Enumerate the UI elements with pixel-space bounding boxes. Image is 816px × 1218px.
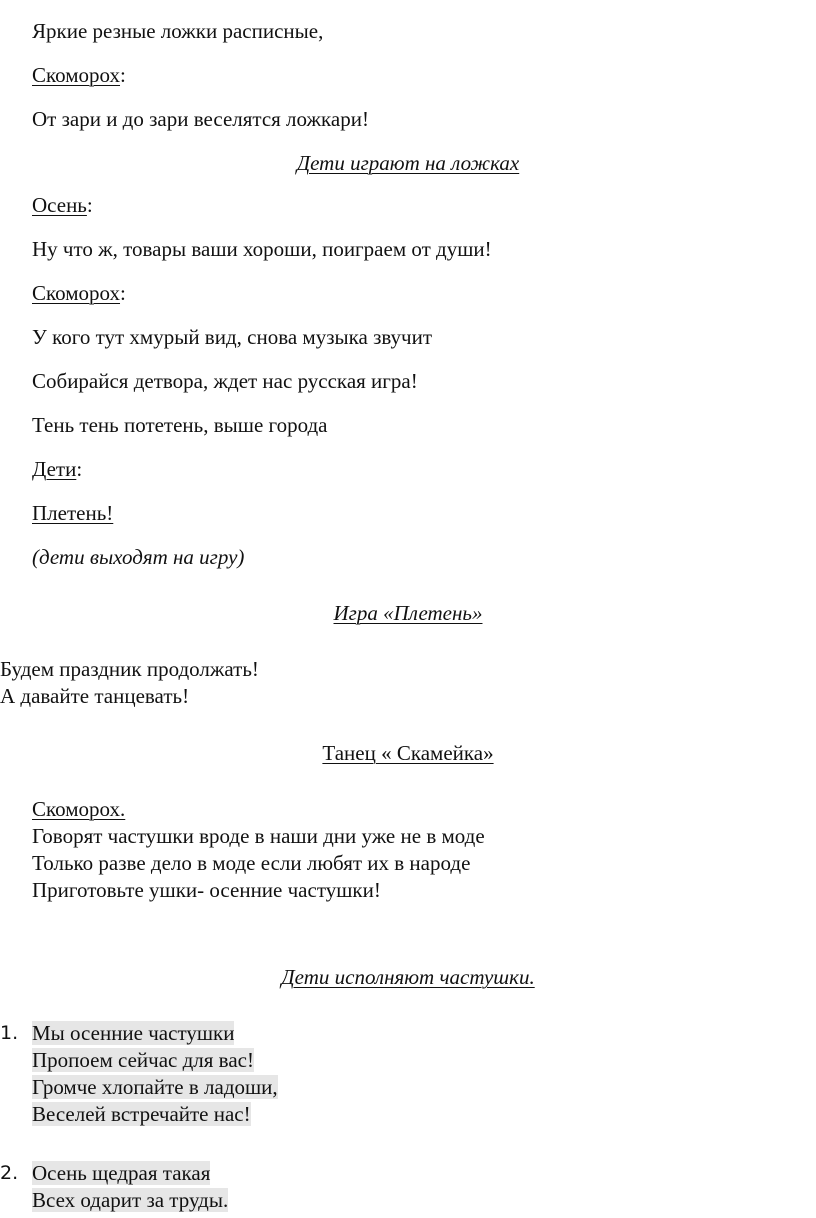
- colon: :: [120, 63, 126, 87]
- text-line: Только разве дело в моде если любят их в народе: [32, 851, 471, 875]
- list-item-line: Осень щедрая такая: [32, 1161, 211, 1185]
- stage-note: (дети выходят на игру): [32, 545, 245, 569]
- speaker-name: Дети: [32, 457, 77, 481]
- text-line: Будем праздник продолжать!: [0, 657, 259, 681]
- text-line: У кого тут хмурый вид, снова музыка звучит: [32, 325, 433, 349]
- speaker-line: [32, 62, 126, 88]
- text-line: [32, 500, 113, 526]
- text-line: А давайте танцевать!: [0, 684, 190, 708]
- list-item-line: Громче хлопайте в ладоши,: [32, 1075, 278, 1099]
- text-line: Тень тень потетень, выше города: [32, 413, 328, 437]
- text-line: Приготовьте ушки- осенние частушки!: [32, 878, 381, 902]
- stage-direction-text: Дети играют на ложках: [296, 151, 520, 175]
- colon: :: [86, 193, 93, 217]
- text-line: Ну что ж, товары ваши хороши, поиграем от души!: [32, 237, 492, 261]
- game-title-text: Игра «Плетень»: [333, 601, 483, 625]
- performance-title-text: Дети исполняют частушки.: [281, 965, 535, 989]
- text-line: От зари и до зари веселятся ложкари!: [32, 107, 369, 131]
- performance-title: [32, 964, 784, 990]
- list-item-line: Веселей встречайте нас!: [32, 1102, 251, 1126]
- speaker-line: [32, 192, 93, 218]
- speaker-name: Скоморох: [32, 281, 121, 305]
- dance-title-text: Танец « Скамейка»: [322, 741, 494, 765]
- underlined-text: Плетень!: [32, 501, 114, 525]
- speaker-name: Скоморох: [32, 63, 121, 87]
- list-number: 1.: [0, 1022, 19, 1044]
- text-line: Яркие резные ложки расписные,: [32, 19, 324, 43]
- list-item-line: Всех одарит за труды.: [32, 1188, 229, 1212]
- speaker-line: [32, 280, 126, 306]
- speaker-name: Осень: [32, 193, 87, 217]
- text-line: Собирайся детвора, ждет нас русская игра!: [32, 369, 418, 393]
- dance-title: [32, 740, 784, 766]
- speaker-line: [32, 796, 125, 822]
- list-item-line: Пропоем сейчас для вас!: [32, 1048, 254, 1072]
- colon: :: [120, 281, 126, 305]
- list-item-line: Мы осенние частушки: [32, 1021, 235, 1045]
- stage-direction: [32, 150, 784, 176]
- speaker-line: [32, 456, 82, 482]
- colon: :: [76, 457, 83, 481]
- list-number: 2.: [0, 1162, 19, 1184]
- game-title: [32, 600, 784, 626]
- speaker-name: Скоморох.: [32, 797, 126, 821]
- text-line: Говорят частушки вроде в наши дни уже не в моде: [32, 824, 485, 848]
